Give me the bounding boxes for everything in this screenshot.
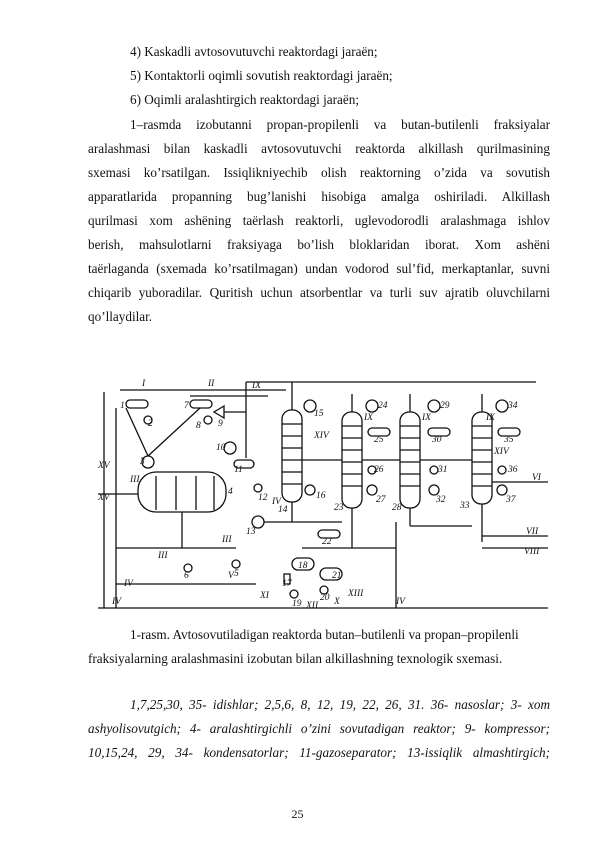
unit-label: 8: [196, 421, 201, 431]
paragraph-line: qurilmasi xom ashёning taёrlash reaktorli, uglevodorodli aralashmaga ishlov: [88, 213, 550, 228]
unit-label: 19: [292, 599, 302, 609]
stream-label: IX: [486, 413, 495, 423]
stream-label: XIII: [348, 589, 364, 599]
stream-label: XIV: [494, 447, 509, 457]
stream-label: XII: [306, 601, 319, 611]
unit-label: 33: [460, 501, 470, 511]
unit-label: 12: [258, 493, 268, 503]
unit-label: 16: [316, 491, 326, 501]
pump-5: [232, 560, 240, 568]
process-flow-diagram: [96, 372, 548, 618]
stream-label: XI: [260, 591, 269, 601]
unit-label: 30: [432, 435, 442, 445]
list-item-4: 4) Kaskadli avtosovutuvchi reaktordagi jaraёn;: [130, 44, 378, 59]
stream-label: III: [130, 475, 140, 485]
stream-label: III: [158, 551, 168, 561]
unit-label: 18: [298, 561, 308, 571]
pump-36: [498, 466, 506, 474]
unit-label: 4: [228, 487, 233, 497]
stream-label: IX: [422, 413, 431, 423]
legend-line: 10,15,24, 29, 34- kondensatorlar; 11-gazoseparator; 13-issiqlik almashtirgich;: [88, 745, 550, 760]
unit-label: 31: [438, 465, 448, 475]
paragraph-line: berish, mahsulotlarni fraksiyaga bo’lish bloklaridan iborat. Xom ashёni: [88, 237, 550, 252]
reboiler-16: [305, 485, 315, 495]
compressor-9: [214, 406, 224, 418]
unit-label: 34: [508, 401, 518, 411]
unit-label: 17: [282, 579, 292, 589]
legend-line: ashyolisovutgich; 4- aralashtirgichli o’zini sovutadigan reaktor; 9- kompressor;: [88, 721, 550, 736]
stream-label: V: [228, 571, 234, 581]
condenser-29: [428, 400, 440, 412]
unit-label: 32: [436, 495, 446, 505]
paragraph-line: aralashmasi bilan kaskadli avtosovutuvchi reaktorda alkillash qurilmasining: [88, 141, 550, 156]
stream-label: VII: [526, 527, 539, 537]
stream-label: IX: [364, 413, 373, 423]
unit-label: 15: [314, 409, 324, 419]
stream-label: IV: [272, 497, 281, 507]
unit-label: 23: [334, 503, 344, 513]
reactor-4: [138, 472, 226, 512]
stream-label: IX: [252, 381, 261, 391]
unit-label: 1: [120, 401, 125, 411]
reboiler-32: [429, 485, 439, 495]
paragraph-line: apparatlarida propanning bug’lanishi hisobiga amalga oshiriladi. Alkillash: [88, 189, 550, 204]
list-item-6: 6) Oqimli aralashtirgich reaktordagi jaraёn;: [130, 92, 359, 107]
condenser-24: [366, 400, 378, 412]
unit-label: 3: [140, 457, 145, 467]
unit-label: 13: [246, 527, 256, 537]
legend-line: 1,7,25,30, 35- idishlar; 2,5,6, 8, 12, 19, 22, 26, 31. 36- nasoslar; 3- xom: [130, 697, 550, 712]
paragraph-line: chiqarib yuboradilar. Quritish uchun atsorbentlar va turli suv ajratib oluvchilarni: [88, 285, 550, 300]
unit-label: 25: [374, 435, 384, 445]
vessel-1: [126, 400, 148, 408]
pump-19: [290, 590, 298, 598]
stream-label: XV: [98, 461, 110, 471]
figure-caption-line-2: fraksiyalarning aralashmasini izobutan bilan alkillashning texnologik sxemasi.: [88, 651, 503, 666]
unit-label: 5: [234, 569, 239, 579]
figure-caption-line-1: 1-rasm. Avtosovutiladigan reaktorda butan–butilenli va propan–propilenli: [130, 627, 519, 642]
unit-label: 20: [320, 593, 330, 603]
stream-label: X: [334, 597, 340, 607]
unit-label: 22: [322, 537, 332, 547]
stream-label: VI: [532, 473, 541, 483]
reboiler-37: [497, 485, 507, 495]
unit-label: 2: [148, 419, 153, 429]
stream-label: I: [142, 379, 146, 389]
stream-label: II: [208, 379, 215, 389]
paragraph-line: 1–rasmda izobutanni propan-propilenli va butan-butilenli fraksiyalar: [130, 117, 550, 132]
unit-label: 6: [184, 571, 189, 581]
paragraph-line: sxemasi ko’rsatilgan. Issiqlikniyechib olish reaktorning o’zida va sovutish: [88, 165, 550, 180]
unit-label: 9: [218, 419, 223, 429]
paragraph-line: taёrlaganda (sxemada ko’rsatilmagan) undan vodorod sul’fid, merkaptanlar, suvni: [88, 261, 550, 276]
stream-label: XV: [98, 493, 110, 503]
stream-label: IV: [396, 597, 405, 607]
unit-label: 14: [278, 505, 288, 515]
unit-label: 10: [216, 443, 226, 453]
stream-label: IV: [112, 597, 121, 607]
vessel-7: [190, 400, 212, 408]
unit-label: 27: [376, 495, 386, 505]
unit-label: 35: [504, 435, 514, 445]
stream-label: IV: [124, 579, 133, 589]
unit-label: 36: [508, 465, 518, 475]
reboiler-27: [367, 485, 377, 495]
pump-12: [254, 484, 262, 492]
condenser-34: [496, 400, 508, 412]
unit-label: 29: [440, 401, 450, 411]
unit-label: 21: [332, 571, 342, 581]
unit-label: 7: [184, 401, 189, 411]
paragraph-line: qo’llaydilar.: [88, 309, 153, 324]
pump-8: [204, 416, 212, 424]
unit-label: 24: [378, 401, 388, 411]
condenser-10: [224, 442, 236, 454]
unit-label: 37: [506, 495, 516, 505]
stream-label: III: [222, 535, 232, 545]
list-item-5: 5) Kontaktorli oqimli sovutish reaktordagi jaraёn;: [130, 68, 393, 83]
pump-31: [430, 466, 438, 474]
stream-label: VIII: [524, 547, 540, 557]
page-number: 25: [291, 807, 304, 821]
unit-label: 11: [234, 465, 243, 475]
unit-label: 28: [392, 503, 402, 513]
stream-label: XIV: [314, 431, 329, 441]
unit-label: 26: [374, 465, 384, 475]
